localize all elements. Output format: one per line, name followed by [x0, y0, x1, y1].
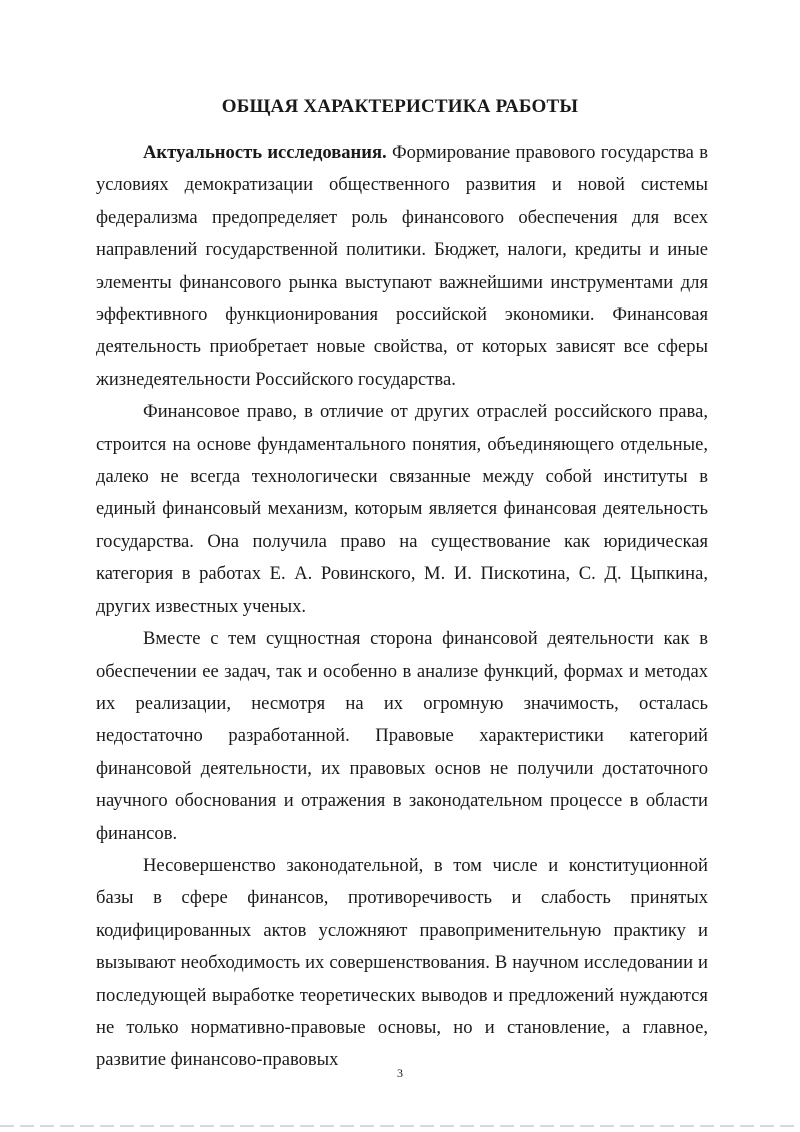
page-number: 3	[397, 1066, 403, 1080]
paragraph-essence: Вместе с тем сущностная сторона финансовой деятельности как в обеспечении ее задач, так и особенно в анализе функций, формах и методах их реализации, несмотря на их огромную значимость, осталась недостаточно разработанной. Правовые характеристики категорий финансовой деятельности, их правовых основ не получили достаточного научного обоснования и отражения в законодательном процессе в области финансов.	[96, 628, 708, 844]
scan-edge-divider	[0, 1125, 800, 1127]
section-heading: ОБЩАЯ ХАРАКТЕРИСТИКА РАБОТЫ	[221, 96, 579, 117]
paragraph-legislation: Несовершенство законодательной, в том числе и конституционной базы в сфере финансов, противоречивость и слабость принятых кодифицированных актов усложняют правоприменительную практику и вызывают необходимость их совершенствования. В научном исследовании и последующей выработке теоретических выводов и предложений нуждаются не только нормативно-правовые основы, но и становление, а главное, развитие финансово-правовых	[96, 854, 708, 1071]
paragraph-lead: Актуальность исследования.	[143, 142, 387, 163]
paragraph-text: Формирование правового государства в условиях демократизации общественного развития и новой системы федерализма предопределяет роль финансового обеспечения для всех направлений государственной политики. Бюджет, налоги, кредиты и иные элементы финансового рынка выступают важнейшими инструментами для эффективного функционирования российской экономики. Финансовая деятельность приобретает новые свойства, от которых зависят все сферы жизнедеятельности Российского государства.	[96, 142, 708, 390]
paragraph-financial-law: Финансовое право, в отличие от других отраслей российского права, строится на основе фундаментального понятия, объединяющего отдельные, далеко не всегда технологически связанные между собой институты в единый финансовый механизм, которым является финансовая деятельность государства. Она получила право на существование как юридическая категория в работах Е. А. Ровинского, М. И. Пискотина, С. Д. Цыпкина, других известных ученых.	[96, 401, 708, 617]
paragraph-relevance	[96, 137, 708, 396]
body-text	[96, 137, 708, 1077]
